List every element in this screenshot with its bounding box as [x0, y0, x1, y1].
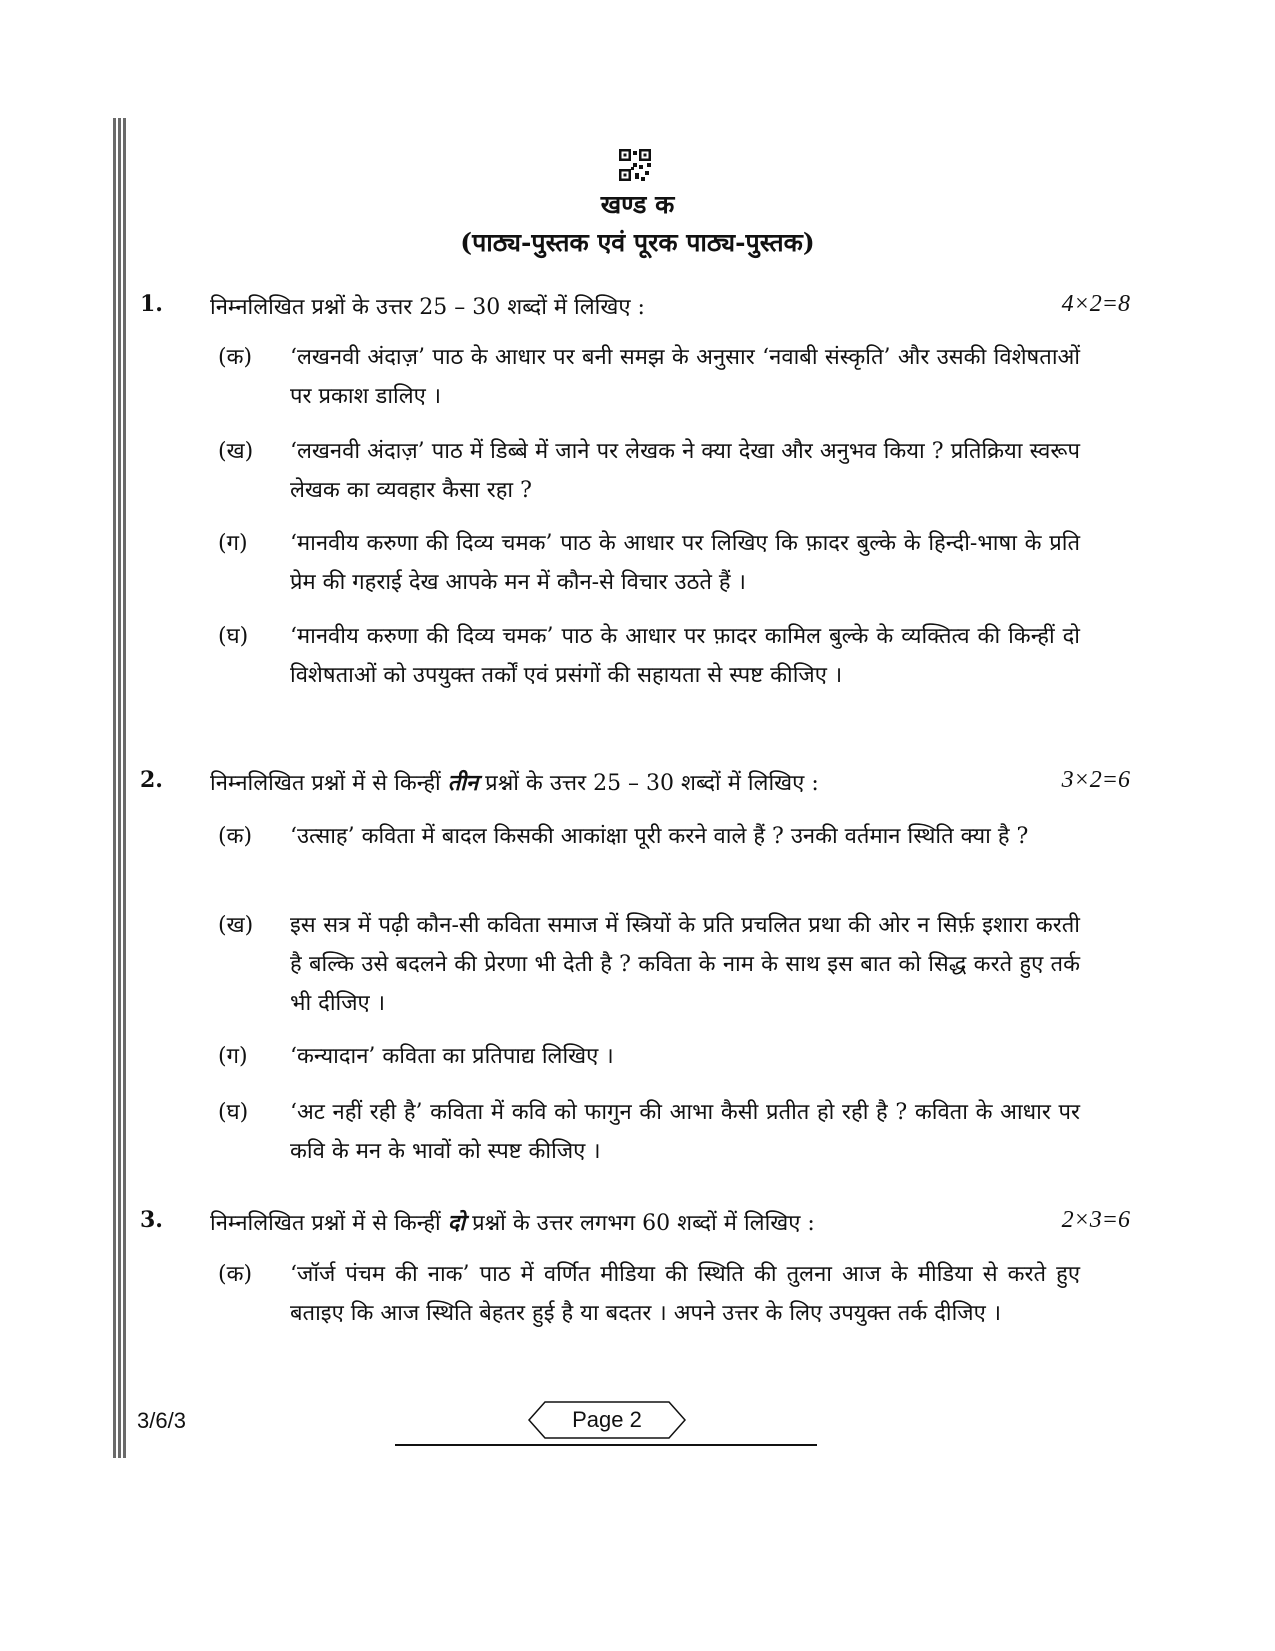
question-marks: 3×2=6 — [1061, 767, 1130, 793]
part-label: (ग) — [218, 531, 248, 556]
part-text: ‘अट नहीं रही है’ कविता में कवि को फागुन की आभा कैसी प्रतीत हो रही है ? कविता के आधार पर कवि के मन के भावों को स्पष्ट कीजिए । — [290, 1100, 1080, 1164]
question-prompt: निम्नलिखित प्रश्नों में से किन्हीं तीन प्रश्नों के उत्तर 25 – 30 शब्दों में लिखिए : — [210, 770, 819, 796]
question-marks: 2×3=6 — [1061, 1207, 1130, 1233]
part-label: (ग) — [218, 1044, 248, 1069]
question-marks: 4×2=8 — [1061, 291, 1130, 317]
part-label: (घ) — [218, 624, 249, 649]
page-number: Page 2 — [572, 1407, 642, 1432]
part-label: (ख) — [218, 913, 254, 938]
page-number-badge — [527, 1400, 687, 1440]
part-text: ‘जॉर्ज पंचम की नाक’ पाठ में वर्णित मीडिया की स्थिति की तुलना आज के मीडिया से करते हुए बताइए कि आज स्थिति बेहतर हुई है या बदतर । अपने उत्तर के लिए उपयुक्त तर्क दीजिए । — [290, 1262, 1080, 1326]
margin-binding-lines — [113, 118, 127, 1458]
part-label: (क) — [218, 1262, 253, 1287]
footer-rule — [395, 1444, 817, 1446]
question-number: 2. — [140, 767, 163, 793]
part-label: (क) — [218, 345, 253, 370]
question-prompt: निम्नलिखित प्रश्नों के उत्तर 25 – 30 शब्दों में लिखिए : — [210, 295, 645, 320]
part-text: ‘कन्यादान’ कविता का प्रतिपाद्य लिखिए । — [290, 1044, 614, 1069]
question-prompt: निम्नलिखित प्रश्नों में से किन्हीं दो प्रश्नों के उत्तर लगभग 60 शब्दों में लिखिए : — [210, 1210, 815, 1236]
section-subtitle: (पाठ्य-पुस्तक एवं पूरक पाठ्य-पुस्तक) — [460, 228, 815, 257]
part-text: इस सत्र में पढ़ी कौन-सी कविता समाज में स्त्रियों के प्रति प्रचलित प्रथा की ओर न सिर्फ़ इशारा करती है बल्कि उसे बदलने की प्रेरणा भी देती है ? कविता के नाम के साथ इस बात को सिद्ध करते हुए तर्क भी दीजिए । — [290, 913, 1080, 1016]
part-text: ‘लखनवी अंदाज़’ पाठ में डिब्बे में जाने पर लेखक ने क्या देखा और अनुभव किया ? प्रतिक्रिया स्वरूप लेखक का व्यवहार कैसा रहा ? — [290, 439, 1080, 503]
part-label: (ख) — [218, 439, 254, 464]
part-label: (घ) — [218, 1100, 249, 1125]
question-number: 3. — [140, 1207, 163, 1233]
prompt-emphasis: दो — [447, 1210, 466, 1236]
paper-code: 3/6/3 — [137, 1408, 186, 1433]
part-text: ‘उत्साह’ कविता में बादल किसकी आकांक्षा पूरी करने वाले हैं ? उनकी वर्तमान स्थिति क्या है ? — [290, 824, 1029, 849]
question-number: 1. — [140, 291, 163, 317]
section-title: खण्ड क — [600, 190, 675, 219]
part-text: ‘लखनवी अंदाज़’ पाठ के आधार पर बनी समझ के अनुसार ‘नवाबी संस्कृति’ और उसकी विशेषताओं पर प्रकाश डालिए । — [290, 345, 1080, 409]
part-text: ‘मानवीय करुणा की दिव्य चमक’ पाठ के आधार पर लिखिए कि फ़ादर बुल्के के हिन्दी-भाषा के प्रति प्रेम की गहराई देख आपके मन में कौन-से विचार उठते हैं । — [290, 531, 1080, 595]
part-label: (क) — [218, 824, 253, 849]
part-text: ‘मानवीय करुणा की दिव्य चमक’ पाठ के आधार पर फ़ादर कामिल बुल्के के व्यक्तित्व की किन्हीं दो विशेषताओं को उपयुक्त तर्कों एवं प्रसंगों की सहायता से स्पष्ट कीजिए । — [290, 624, 1080, 688]
prompt-emphasis: तीन — [447, 770, 479, 796]
qr-code-icon — [619, 149, 651, 181]
